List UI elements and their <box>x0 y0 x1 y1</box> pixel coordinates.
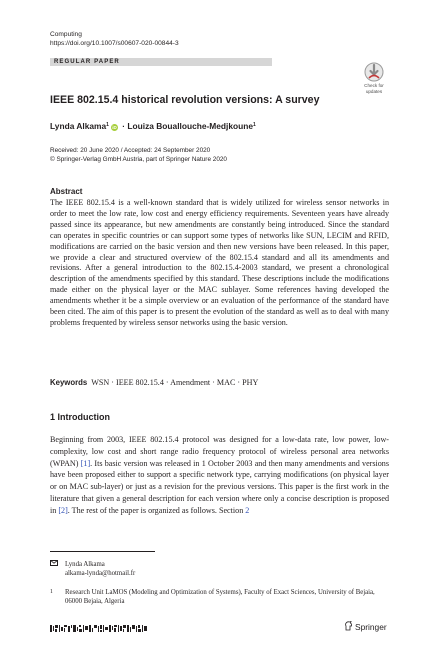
orcid-icon[interactable]: iD <box>112 125 117 130</box>
intro-text: . Its basic version was released in 1 October 2003 and then many amendments and versions have been proposed either to support a specific network type, carrying modifications (on physical layer or on MAC sub-layer) or just as a revision for the previous versions. This paper is the first work in the literature that given a general description for each version where only a concise description is proposed in <box>50 458 389 515</box>
intro-text: . The rest of the paper is organized as follows. Section <box>67 505 246 515</box>
journal-header <box>50 30 179 48</box>
author-affiliation-marker: 1 <box>106 122 109 128</box>
badge-line2: updates <box>365 89 383 94</box>
footnote-divider <box>50 551 155 552</box>
section-heading: 1 Introduction <box>50 412 110 422</box>
check-for-updates-icon <box>364 62 384 82</box>
doi-link[interactable]: https://doi.org/10.1007/s00607-020-00844-3 <box>50 40 179 47</box>
publisher-name: Springer <box>355 622 387 632</box>
publication-dates <box>50 147 227 164</box>
springer-horse-icon <box>344 621 353 631</box>
publisher-logo <box>344 621 387 632</box>
journal-name: Computing <box>50 31 82 38</box>
affiliation-number: 1 <box>50 589 53 595</box>
abstract-text: The IEEE 802.15.4 is a well-known standard that is widely utilized for wireless sensor networks in order to meet the low rate, low cost and energy efficiency requirements. Seventeen years have already passed since its appearance, but new amendments are constantly being introduced. Since the standard can operates in specific countries or can support some types of networks like SUN, LECIM and RFID, modifications are carried on the basic version and then new versions have been released. In this paper, we provide a clear and structured overview of the 802.15.4 standard and all its amendments and revisions. After a general introduction to the 802.15.4-2003 standard, we present a chronological description of the amendments specified by this standard. These descriptions include the modifications made either on the physical layer or the MAC sublayer. Some references having developed the amendments whether it be a simple overview or an evaluation of the performance of the standard have been cited. The aim of this paper is to present the evolution of the standard as well as to deal with many problems frequented by wireless sensor networks using the basic version. <box>50 198 389 327</box>
envelope-icon <box>50 560 58 566</box>
section-link[interactable]: 2 <box>245 505 250 515</box>
copyright-line: © Springer-Verlag GmbH Austria, part of Springer Nature 2020 <box>50 155 227 163</box>
affiliation-text: Research Unit LaMOS (Modeling and Optimization of Systems), Faculty of Exact Sciences, University of Bejaia, 06000 Bejaia, Algeria <box>65 589 375 606</box>
barcode-strip <box>50 625 148 632</box>
keywords <box>50 378 258 388</box>
received-accepted: Received: 20 June 2020 / Accepted: 24 September 2020 <box>50 147 211 154</box>
citation-link[interactable]: [2] <box>58 505 68 515</box>
check-for-updates-badge[interactable] <box>360 62 388 94</box>
corresponding-author-note <box>50 560 136 578</box>
badge-line1: Check for <box>364 83 384 88</box>
keywords-list: WSN · IEEE 802.15.4 · Amendment · MAC · PHY <box>91 378 259 387</box>
section-bar: REGULAR PAPER <box>50 58 272 66</box>
intro-text: Beginning from 2003, IEEE 802.15.4 protocol was designed for a low-data rate, low power, low-complexity, low cost and short range radio frequency protocol of wireless personal area networks (WPAN) <box>50 435 389 468</box>
author-affiliation-marker: 1 <box>253 122 256 128</box>
abstract-heading: Abstract <box>50 187 83 196</box>
introduction-paragraph <box>50 434 389 517</box>
corresponding-author-email[interactable]: alkama-lynda@hotmail.fr <box>65 570 136 578</box>
author-name: Lynda Alkama <box>50 121 107 131</box>
author-separator: · <box>122 121 126 131</box>
author-name: Louiza Bouallouche-Medjkoune <box>127 121 254 131</box>
corresponding-author-name: Lynda Alkama <box>65 561 105 568</box>
author-list <box>50 120 256 132</box>
keywords-label: Keywords <box>50 378 88 387</box>
citation-link[interactable]: [1] <box>80 458 91 468</box>
paper-title: IEEE 802.15.4 historical revolution versions: A survey <box>50 94 320 106</box>
